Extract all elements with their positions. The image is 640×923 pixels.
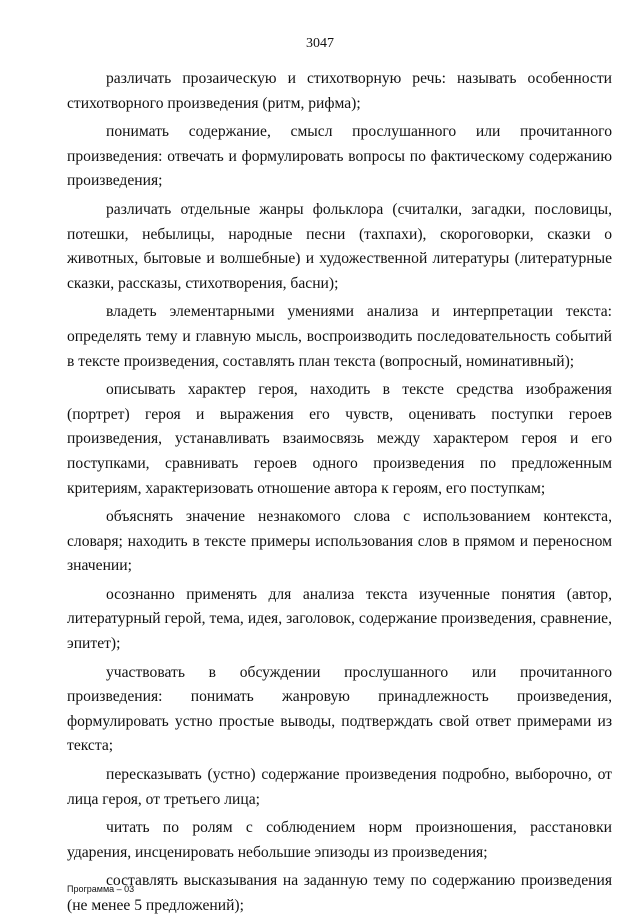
paragraph-6: объяснять значение незнакомого слова с использованием контекста, словаря; находить в тексте примеры использования слов в прямом и переносном значении; xyxy=(67,508,612,575)
paragraph-4: владеть элементарными умениями анализа и интерпретации текста: определять тему и главную мысль, воспроизводить последовательность событий в тексте произведения, составлять план текста (вопросный, номинативный); xyxy=(67,303,612,370)
paragraph-8: участвовать в обсуждении прослушанного или прочитанного произведения: понимать жанровую принадлежность произведения, формулировать устно простые выводы, подтверждать свой ответ примерами из текста; xyxy=(67,663,612,755)
paragraph-10: читать по ролям с соблюдением норм произношения, расстановки ударения, инсценировать небольшие эпизоды из произведения; xyxy=(67,819,612,861)
document-body xyxy=(67,67,612,923)
paragraph-3: различать отдельные жанры фольклора (считалки, загадки, пословицы, потешки, небылицы, народные песни (тахпахи), скороговорки, сказки о животных, бытовые и волшебные) и художественной литературы (литературные сказки, рассказы, стихотворения, басни); xyxy=(67,200,612,292)
paragraph-2: понимать содержание, смысл прослушанного или прочитанного произведения: отвечать и формулировать вопросы по фактическому содержанию произведения; xyxy=(67,123,612,190)
paragraph-7: осознанно применять для анализа текста изученные понятия (автор, литературный герой, тема, идея, заголовок, содержание произведения, сравнение, эпитет); xyxy=(67,585,612,653)
page-number: 3047 xyxy=(306,36,334,51)
paragraph-1: различать прозаическую и стихотворную речь: называть особенности стихотворного произведения (ритм, рифма); xyxy=(67,70,612,112)
page-footer: Программа – 03 xyxy=(67,884,135,894)
paragraph-11: составлять высказывания на заданную тему по содержанию произведения (не менее 5 предложений); xyxy=(67,872,612,914)
paragraph-9: пересказывать (устно) содержание произведения подробно, выборочно, от лица героя, от третьего лица; xyxy=(67,766,612,808)
paragraph-5: описывать характер героя, находить в тексте средства изображения (портрет) героя и выражения его чувств, оценивать поступки героев произведения, устанавливать взаимосвязь между характером героя и его поступками, сравнивать героев одного произведения по предложенным критериям, характеризовать отношение автора к героям, его поступкам; xyxy=(67,381,612,497)
